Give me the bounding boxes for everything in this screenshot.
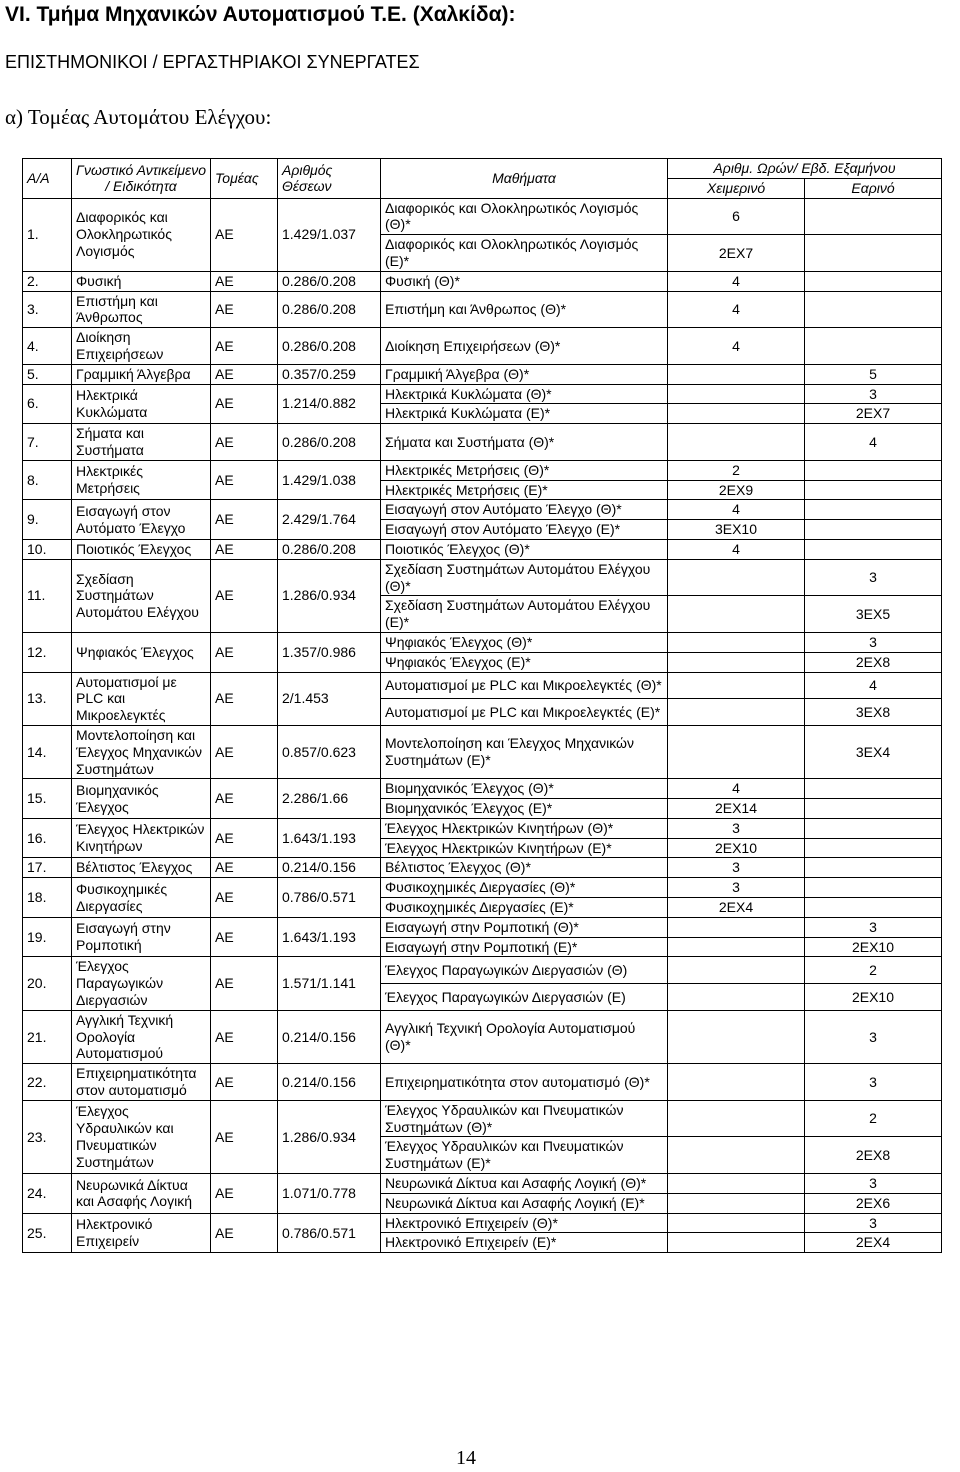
spring-hours: 3 — [805, 1174, 942, 1194]
spring-hours: 4 — [805, 672, 942, 699]
winter-hours — [668, 1213, 805, 1233]
page-number: 14 — [456, 1447, 476, 1469]
sector: ΑΕ — [211, 725, 278, 778]
winter-hours: 2ΕΧ9 — [668, 480, 805, 500]
sector: ΑΕ — [211, 328, 278, 365]
spring-hours: 2ΕΧ8 — [805, 1137, 942, 1174]
spring-hours: 3 — [805, 632, 942, 652]
course-name: Επιστήμη και Άνθρωπος (Θ)* — [381, 291, 668, 328]
sector: ΑΕ — [211, 957, 278, 1010]
winter-hours — [668, 1174, 805, 1194]
winter-hours — [668, 559, 805, 596]
winter-hours: 4 — [668, 539, 805, 559]
courses-table — [22, 158, 942, 1253]
row-number: 9. — [23, 500, 72, 540]
table-row — [23, 559, 942, 596]
spring-hours: 3 — [805, 1010, 942, 1063]
table-row — [23, 424, 942, 461]
spring-hours — [805, 235, 942, 272]
sector: ΑΕ — [211, 500, 278, 540]
course-name: Ψηφιακός Έλεγχος (Ε)* — [381, 652, 668, 672]
subject-area: Βιομηχανικός Έλεγχος — [72, 779, 211, 819]
subject-area: Γραμμική Άλγεβρα — [72, 364, 211, 384]
course-name: Διαφορικός και Ολοκληρωτικός Λογισμός (Θ)* — [381, 198, 668, 235]
winter-hours — [668, 725, 805, 778]
spring-hours — [805, 460, 942, 480]
subject-area: Ηλεκτρικές Μετρήσεις — [72, 460, 211, 500]
row-number: 23. — [23, 1100, 72, 1173]
subject-area: Ποιοτικός Έλεγχος — [72, 539, 211, 559]
course-name: Νευρωνικά Δίκτυα και Ασαφής Λογική (Θ)* — [381, 1174, 668, 1194]
positions: 0.214/0.156 — [278, 1010, 381, 1063]
spring-hours — [805, 799, 942, 819]
section-heading: α) Τομέας Αυτομάτου Ελέγχου: — [5, 105, 272, 129]
winter-hours — [668, 384, 805, 404]
row-number: 18. — [23, 878, 72, 918]
table-row — [23, 858, 942, 878]
winter-hours — [668, 984, 805, 1011]
spring-hours: 2ΕΧ8 — [805, 652, 942, 672]
sector: ΑΕ — [211, 291, 278, 328]
spring-hours: 4 — [805, 424, 942, 461]
spring-hours — [805, 838, 942, 858]
sector: ΑΕ — [211, 424, 278, 461]
positions: 1.214/0.882 — [278, 384, 381, 424]
subject-area: Βέλτιστος Έλεγχος — [72, 858, 211, 878]
spring-hours: 3 — [805, 384, 942, 404]
sector: ΑΕ — [211, 1100, 278, 1173]
course-name: Νευρωνικά Δίκτυα και Ασαφής Λογική (Ε)* — [381, 1193, 668, 1213]
positions: 1.571/1.141 — [278, 957, 381, 1010]
page-subtitle: ΕΠΙΣΤΗΜΟΝΙΚΟΙ / ΕΡΓΑΣΤΗΡΙΑΚΟΙ ΣΥΝΕΡΓΑΤΕΣ — [5, 52, 420, 72]
winter-hours: 3ΕΧ10 — [668, 520, 805, 540]
course-name: Ψηφιακός Έλεγχος (Θ)* — [381, 632, 668, 652]
winter-hours — [668, 632, 805, 652]
row-number: 6. — [23, 384, 72, 424]
table-row — [23, 878, 942, 898]
course-name: Αυτοματισμοί με PLC και Μικροελεγκτές (Ε)* — [381, 699, 668, 726]
table-row — [23, 1100, 942, 1137]
winter-hours — [668, 1064, 805, 1101]
course-name: Ποιοτικός Έλεγχος (Θ)* — [381, 539, 668, 559]
table-row — [23, 632, 942, 652]
spring-hours: 3ΕΧ4 — [805, 725, 942, 778]
winter-hours — [668, 1010, 805, 1063]
row-number: 2. — [23, 271, 72, 291]
spring-hours: 5 — [805, 364, 942, 384]
spring-hours — [805, 878, 942, 898]
winter-hours: 2ΕΧ4 — [668, 898, 805, 918]
course-name: Αγγλική Τεχνική Ορολογία Αυτοματισμού (Θ)* — [381, 1010, 668, 1063]
course-name: Έλεγχος Παραγωγικών Διεργασιών (Θ) — [381, 957, 668, 984]
header-object: Γνωστικό Αντικείμενο / Ειδικότητα — [72, 159, 211, 199]
winter-hours: 6 — [668, 198, 805, 235]
table-row — [23, 725, 942, 778]
positions: 1.429/1.037 — [278, 198, 381, 271]
row-number: 21. — [23, 1010, 72, 1063]
sector: ΑΕ — [211, 559, 278, 632]
course-name: Ηλεκτρικά Κυκλώματα (Ε)* — [381, 404, 668, 424]
subject-area: Φυσική — [72, 271, 211, 291]
spring-hours: 2ΕΧ10 — [805, 937, 942, 957]
spring-hours — [805, 539, 942, 559]
winter-hours: 2ΕΧ10 — [668, 838, 805, 858]
sector: ΑΕ — [211, 384, 278, 424]
sector: ΑΕ — [211, 364, 278, 384]
sector: ΑΕ — [211, 539, 278, 559]
course-name: Εισαγωγή στον Αυτόματο Έλεγχο (Θ)* — [381, 500, 668, 520]
positions: 2.286/1.66 — [278, 779, 381, 819]
winter-hours — [668, 404, 805, 424]
row-number: 16. — [23, 818, 72, 858]
table-row — [23, 917, 942, 937]
sector: ΑΕ — [211, 460, 278, 500]
row-number: 11. — [23, 559, 72, 632]
table-row — [23, 198, 942, 235]
header-winter: Χειμερινό — [668, 178, 805, 198]
course-name: Διαφορικός και Ολοκληρωτικός Λογισμός (Ε)* — [381, 235, 668, 272]
row-number: 13. — [23, 672, 72, 725]
header-sector: Τομέας — [211, 159, 278, 199]
positions: 1.071/0.778 — [278, 1174, 381, 1214]
spring-hours: 3 — [805, 559, 942, 596]
row-number: 3. — [23, 291, 72, 328]
row-number: 15. — [23, 779, 72, 819]
course-name: Εισαγωγή στην Ρομποτική (Θ)* — [381, 917, 668, 937]
positions: 0.286/0.208 — [278, 424, 381, 461]
subject-area: Ηλεκτρονικό Επιχειρείν — [72, 1213, 211, 1253]
winter-hours — [668, 1193, 805, 1213]
header-spring: Εαρινό — [805, 178, 942, 198]
positions: 2/1.453 — [278, 672, 381, 725]
course-name: Μοντελοποίηση και Έλεγχος Μηχανικών Συστημάτων (Ε)* — [381, 725, 668, 778]
course-name: Εισαγωγή στην Ρομποτική (Ε)* — [381, 937, 668, 957]
spring-hours: 2ΕΧ10 — [805, 984, 942, 1011]
positions: 0.214/0.156 — [278, 858, 381, 878]
winter-hours — [668, 699, 805, 726]
course-name: Έλεγχος Υδραυλικών και Πνευματικών Συστημάτων (Θ)* — [381, 1100, 668, 1137]
positions: 1.643/1.193 — [278, 818, 381, 858]
header-aa: Α/Α — [23, 159, 72, 199]
header-courses: Μαθήματα — [381, 159, 668, 199]
course-name: Ηλεκτρονικό Επιχειρείν (Ε)* — [381, 1233, 668, 1253]
winter-hours: 4 — [668, 500, 805, 520]
table-row — [23, 1174, 942, 1194]
table-row — [23, 271, 942, 291]
spring-hours: 2 — [805, 957, 942, 984]
course-name: Ηλεκτρικές Μετρήσεις (Ε)* — [381, 480, 668, 500]
course-name: Ηλεκτρικά Κυκλώματα (Θ)* — [381, 384, 668, 404]
row-number: 14. — [23, 725, 72, 778]
row-number: 7. — [23, 424, 72, 461]
spring-hours: 2ΕΧ6 — [805, 1193, 942, 1213]
winter-hours — [668, 917, 805, 937]
row-number: 20. — [23, 957, 72, 1010]
table-row — [23, 291, 942, 328]
course-name: Έλεγχος Παραγωγικών Διεργασιών (Ε) — [381, 984, 668, 1011]
spring-hours: 3 — [805, 917, 942, 937]
spring-hours — [805, 480, 942, 500]
sector: ΑΕ — [211, 1010, 278, 1063]
course-name: Εισαγωγή στον Αυτόματο Έλεγχο (Ε)* — [381, 520, 668, 540]
row-number: 24. — [23, 1174, 72, 1214]
sector: ΑΕ — [211, 672, 278, 725]
sector: ΑΕ — [211, 917, 278, 957]
course-name: Επιχειρηματικότητα στον αυτοματισμό (Θ)* — [381, 1064, 668, 1101]
spring-hours — [805, 500, 942, 520]
subject-area: Έλεγχος Παραγωγικών Διεργασιών — [72, 957, 211, 1010]
winter-hours: 2ΕΧ7 — [668, 235, 805, 272]
subject-area: Εισαγωγή στον Αυτόματο Έλεγχο — [72, 500, 211, 540]
winter-hours: 2 — [668, 460, 805, 480]
subject-area: Νευρωνικά Δίκτυα και Ασαφής Λογική — [72, 1174, 211, 1214]
spring-hours — [805, 520, 942, 540]
course-name: Σχεδίαση Συστημάτων Αυτομάτου Ελέγχου (Ε)* — [381, 596, 668, 633]
row-number: 10. — [23, 539, 72, 559]
spring-hours — [805, 898, 942, 918]
sector: ΑΕ — [211, 1213, 278, 1253]
subject-area: Αυτοματισμοί με PLC και Μικροελεγκτές — [72, 672, 211, 725]
course-name: Ηλεκτρικές Μετρήσεις (Θ)* — [381, 460, 668, 480]
course-name: Σχεδίαση Συστημάτων Αυτομάτου Ελέγχου (Θ)* — [381, 559, 668, 596]
spring-hours: 3 — [805, 1213, 942, 1233]
table-row — [23, 957, 942, 984]
course-name: Βιομηχανικός Έλεγχος (Θ)* — [381, 779, 668, 799]
subject-area: Διοίκηση Επιχειρήσεων — [72, 328, 211, 365]
table-row — [23, 460, 942, 480]
row-number: 5. — [23, 364, 72, 384]
spring-hours — [805, 328, 942, 365]
sector: ΑΕ — [211, 878, 278, 918]
subject-area: Σχεδίαση Συστημάτων Αυτομάτου Ελέγχου — [72, 559, 211, 632]
positions: 0.286/0.208 — [278, 271, 381, 291]
subject-area: Εισαγωγή στην Ρομποτική — [72, 917, 211, 957]
spring-hours: 3ΕΧ8 — [805, 699, 942, 726]
winter-hours — [668, 1137, 805, 1174]
row-number: 8. — [23, 460, 72, 500]
winter-hours — [668, 596, 805, 633]
winter-hours — [668, 672, 805, 699]
course-name: Βιομηχανικός Έλεγχος (Ε)* — [381, 799, 668, 819]
header-positions: Αριθμός Θέσεων — [278, 159, 381, 199]
sector: ΑΕ — [211, 1174, 278, 1214]
subject-area: Διαφορικός και Ολοκληρωτικός Λογισμός — [72, 198, 211, 271]
winter-hours: 4 — [668, 291, 805, 328]
spring-hours: 2 — [805, 1100, 942, 1137]
spring-hours — [805, 291, 942, 328]
sector: ΑΕ — [211, 198, 278, 271]
winter-hours: 4 — [668, 779, 805, 799]
course-name: Ηλεκτρονικό Επιχειρείν (Θ)* — [381, 1213, 668, 1233]
spring-hours: 2ΕΧ7 — [805, 404, 942, 424]
positions: 0.357/0.259 — [278, 364, 381, 384]
sector: ΑΕ — [211, 1064, 278, 1101]
subject-area: Φυσικοχημικές Διεργασίες — [72, 878, 211, 918]
positions: 1.286/0.934 — [278, 559, 381, 632]
subject-area: Έλεγχος Υδραυλικών και Πνευματικών Συστημάτων — [72, 1100, 211, 1173]
positions: 0.286/0.208 — [278, 328, 381, 365]
winter-hours: 4 — [668, 271, 805, 291]
row-number: 17. — [23, 858, 72, 878]
positions: 1.357/0.986 — [278, 632, 381, 672]
positions: 0.214/0.156 — [278, 1064, 381, 1101]
course-name: Βέλτιστος Έλεγχος (Θ)* — [381, 858, 668, 878]
positions: 0.286/0.208 — [278, 539, 381, 559]
sector: ΑΕ — [211, 632, 278, 672]
positions: 0.786/0.571 — [278, 1213, 381, 1253]
positions: 1.286/0.934 — [278, 1100, 381, 1173]
sector: ΑΕ — [211, 858, 278, 878]
table-row — [23, 500, 942, 520]
table-row — [23, 779, 942, 799]
positions: 0.286/0.208 — [278, 291, 381, 328]
course-name: Φυσικοχημικές Διεργασίες (Ε)* — [381, 898, 668, 918]
winter-hours — [668, 424, 805, 461]
course-name: Έλεγχος Υδραυλικών και Πνευματικών Συστημάτων (Ε)* — [381, 1137, 668, 1174]
winter-hours — [668, 1233, 805, 1253]
spring-hours — [805, 779, 942, 799]
table-body — [23, 198, 942, 1253]
row-number: 4. — [23, 328, 72, 365]
subject-area: Ηλεκτρικά Κυκλώματα — [72, 384, 211, 424]
table-row — [23, 328, 942, 365]
course-name: Φυσικοχημικές Διεργασίες (Θ)* — [381, 878, 668, 898]
row-number: 22. — [23, 1064, 72, 1101]
spring-hours: 2ΕΧ4 — [805, 1233, 942, 1253]
row-number: 25. — [23, 1213, 72, 1253]
subject-area: Έλεγχος Ηλεκτρικών Κινητήρων — [72, 818, 211, 858]
positions: 0.857/0.623 — [278, 725, 381, 778]
table-row — [23, 1010, 942, 1063]
course-name: Σήματα και Συστήματα (Θ)* — [381, 424, 668, 461]
winter-hours: 2ΕΧ14 — [668, 799, 805, 819]
spring-hours — [805, 818, 942, 838]
table-row — [23, 364, 942, 384]
subject-area: Μοντελοποίηση και Έλεγχος Μηχανικών Συστημάτων — [72, 725, 211, 778]
winter-hours — [668, 652, 805, 672]
subject-area: Επιστήμη και Άνθρωπος — [72, 291, 211, 328]
positions: 0.786/0.571 — [278, 878, 381, 918]
spring-hours — [805, 198, 942, 235]
course-name: Διοίκηση Επιχειρήσεων (Θ)* — [381, 328, 668, 365]
subject-area: Σήματα και Συστήματα — [72, 424, 211, 461]
positions: 1.429/1.038 — [278, 460, 381, 500]
table-row — [23, 672, 942, 699]
sector: ΑΕ — [211, 779, 278, 819]
header-hours: Αριθμ. Ωρών/ Εβδ. Εξαμήνου — [668, 159, 942, 179]
table-row — [23, 539, 942, 559]
table-row — [23, 1213, 942, 1233]
course-name: Γραμμική Άλγεβρα (Θ)* — [381, 364, 668, 384]
course-name: Αυτοματισμοί με PLC και Μικροελεγκτές (Θ)* — [381, 672, 668, 699]
spring-hours: 3ΕΧ5 — [805, 596, 942, 633]
sector: ΑΕ — [211, 818, 278, 858]
row-number: 12. — [23, 632, 72, 672]
subject-area: Ψηφιακός Έλεγχος — [72, 632, 211, 672]
course-name: Έλεγχος Ηλεκτρικών Κινητήρων (Θ)* — [381, 818, 668, 838]
row-number: 19. — [23, 917, 72, 957]
winter-hours — [668, 957, 805, 984]
winter-hours — [668, 937, 805, 957]
subject-area: Αγγλική Τεχνική Ορολογία Αυτοματισμού — [72, 1010, 211, 1063]
course-name: Έλεγχος Ηλεκτρικών Κινητήρων (Ε)* — [381, 838, 668, 858]
spring-hours — [805, 858, 942, 878]
row-number: 1. — [23, 198, 72, 271]
winter-hours: 4 — [668, 328, 805, 365]
winter-hours: 3 — [668, 858, 805, 878]
sector: ΑΕ — [211, 271, 278, 291]
table-row — [23, 1064, 942, 1101]
table-row — [23, 384, 942, 404]
winter-hours — [668, 364, 805, 384]
positions: 2.429/1.764 — [278, 500, 381, 540]
winter-hours: 3 — [668, 878, 805, 898]
spring-hours: 3 — [805, 1064, 942, 1101]
positions: 1.643/1.193 — [278, 917, 381, 957]
table-row — [23, 818, 942, 838]
winter-hours — [668, 1100, 805, 1137]
page-title: VI. Τμήμα Μηχανικών Αυτοματισμού Τ.Ε. (Χαλκίδα): — [5, 3, 516, 26]
spring-hours — [805, 271, 942, 291]
subject-area: Επιχειρηματικότητα στον αυτοματισμό — [72, 1064, 211, 1101]
course-name: Φυσική (Θ)* — [381, 271, 668, 291]
winter-hours: 3 — [668, 818, 805, 838]
